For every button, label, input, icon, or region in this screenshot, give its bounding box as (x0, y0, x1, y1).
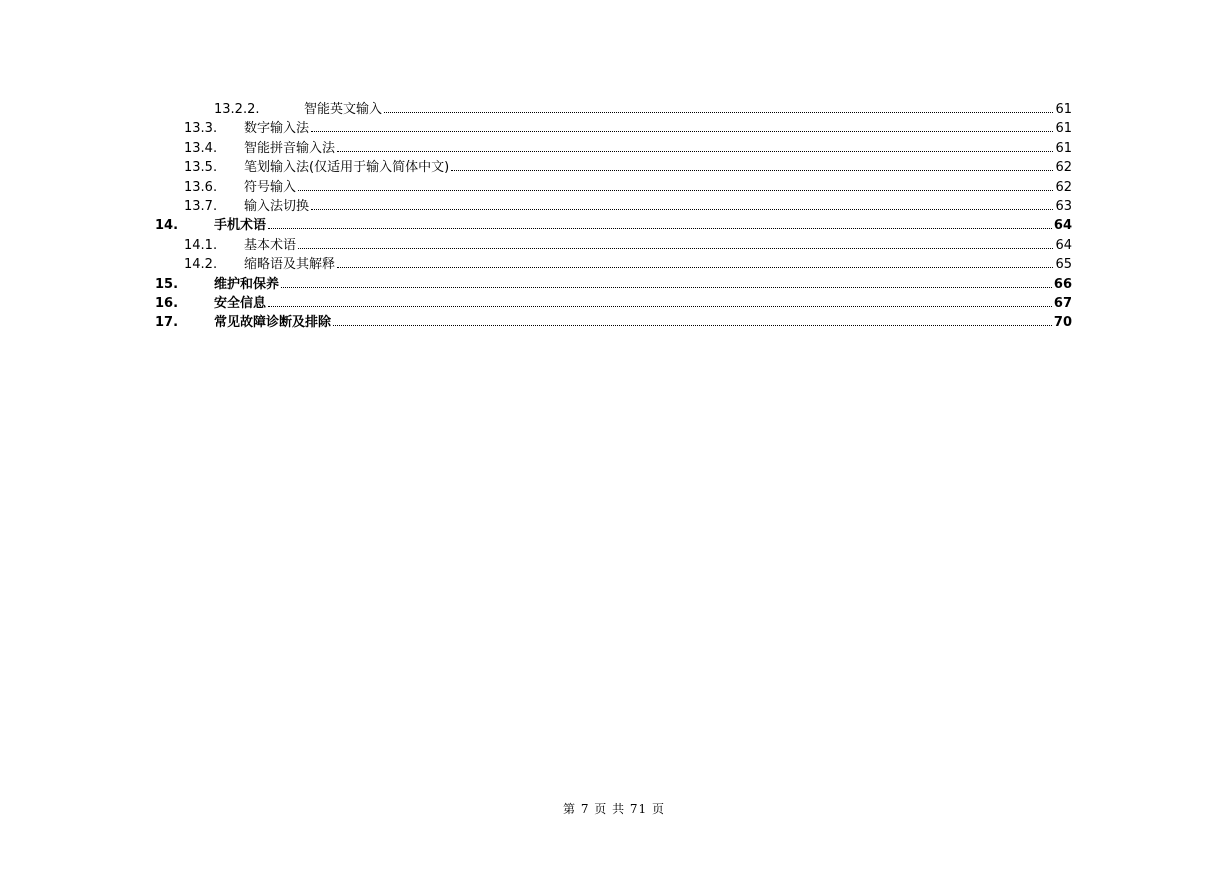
toc-entry-page: 65 (1055, 257, 1072, 273)
toc-entry-body (244, 158, 1072, 177)
toc-entry-body (244, 255, 1072, 274)
toc-entry[interactable] (0, 216, 1228, 235)
toc-entry-body (214, 313, 1072, 332)
toc-entry[interactable] (0, 119, 1228, 138)
dot-leader (311, 131, 1053, 132)
toc-entry-number: 14. (155, 218, 179, 234)
dot-leader (337, 151, 1053, 152)
toc-entry[interactable] (0, 158, 1228, 177)
toc-entry[interactable] (0, 236, 1228, 255)
dot-leader (451, 170, 1053, 171)
toc-entry-page: 61 (1055, 121, 1072, 137)
toc-entry-title: 缩略语及其解释 (244, 257, 336, 273)
toc-entry-page: 61 (1055, 140, 1072, 156)
toc-entry-title: 笔划输入法(仅适用于输入简体中文) (244, 160, 450, 176)
toc-entry-number: 13.4. (184, 140, 218, 156)
toc-entry-number: 13.6. (184, 179, 218, 195)
toc-entry-title: 输入法切换 (244, 198, 310, 214)
toc-entry-number: 13.3. (184, 121, 218, 137)
toc-entry-page: 66 (1053, 276, 1072, 292)
dot-leader (337, 267, 1053, 268)
toc-entry[interactable] (0, 197, 1228, 216)
toc-entry-body (304, 100, 1072, 119)
dot-leader (281, 287, 1052, 288)
toc-entry-number: 16. (155, 295, 179, 311)
dot-leader (384, 112, 1053, 113)
toc-entry-page: 63 (1055, 198, 1072, 214)
toc-entry-number: 14.2. (184, 257, 218, 273)
dot-leader (298, 248, 1053, 249)
toc-entry[interactable] (0, 313, 1228, 332)
toc-entry-page: 62 (1055, 160, 1072, 176)
toc-entry-page: 61 (1055, 102, 1072, 117)
toc-entry-body (214, 294, 1072, 313)
toc-entry-title: 符号输入 (244, 179, 297, 195)
toc-entry[interactable] (0, 275, 1228, 294)
toc-entry[interactable] (0, 255, 1228, 274)
toc-entry-body (214, 275, 1072, 294)
toc-entry-page: 70 (1053, 315, 1072, 331)
toc-entry-number: 17. (155, 315, 179, 331)
dot-leader (298, 190, 1053, 191)
dot-leader (268, 306, 1052, 307)
toc-entry-title: 维护和保养 (214, 276, 280, 292)
toc-entry-body (244, 119, 1072, 138)
dot-leader (311, 209, 1053, 210)
toc-entry-number: 15. (155, 276, 179, 292)
toc-entry-number: 13.7. (184, 198, 218, 214)
toc-entry-title: 常见故障诊断及排除 (214, 315, 332, 331)
toc-entry-page: 62 (1055, 179, 1072, 195)
toc-entry-title: 智能拼音输入法 (244, 140, 336, 156)
toc-entry[interactable] (0, 178, 1228, 197)
toc-entry-body (244, 197, 1072, 216)
toc-entry[interactable] (0, 100, 1228, 119)
toc-entry-body (244, 139, 1072, 158)
toc-entry-page: 64 (1055, 237, 1072, 253)
toc-entry-number: 13.2.2. (214, 102, 260, 117)
toc-entry-number: 13.5. (184, 160, 218, 176)
toc-entry-title: 数字输入法 (244, 121, 310, 137)
dot-leader (268, 228, 1052, 229)
toc-entry[interactable] (0, 294, 1228, 313)
toc-entry-title: 手机术语 (214, 218, 267, 234)
toc-entry-title: 安全信息 (214, 295, 267, 311)
toc-entry-body (244, 236, 1072, 255)
toc-entry-title: 智能英文输入 (304, 102, 383, 117)
toc-entry-page: 67 (1053, 295, 1072, 311)
toc-entry-page: 64 (1053, 218, 1072, 234)
toc-entry-title: 基本术语 (244, 237, 297, 253)
toc-entry[interactable] (0, 139, 1228, 158)
toc-entry-number: 14.1. (184, 237, 218, 253)
dot-leader (333, 325, 1052, 326)
page-footer: 第 7 页 共 71 页 (563, 802, 665, 816)
toc-entry-body (244, 178, 1072, 197)
table-of-contents (0, 100, 1228, 333)
toc-entry-body (214, 216, 1072, 235)
